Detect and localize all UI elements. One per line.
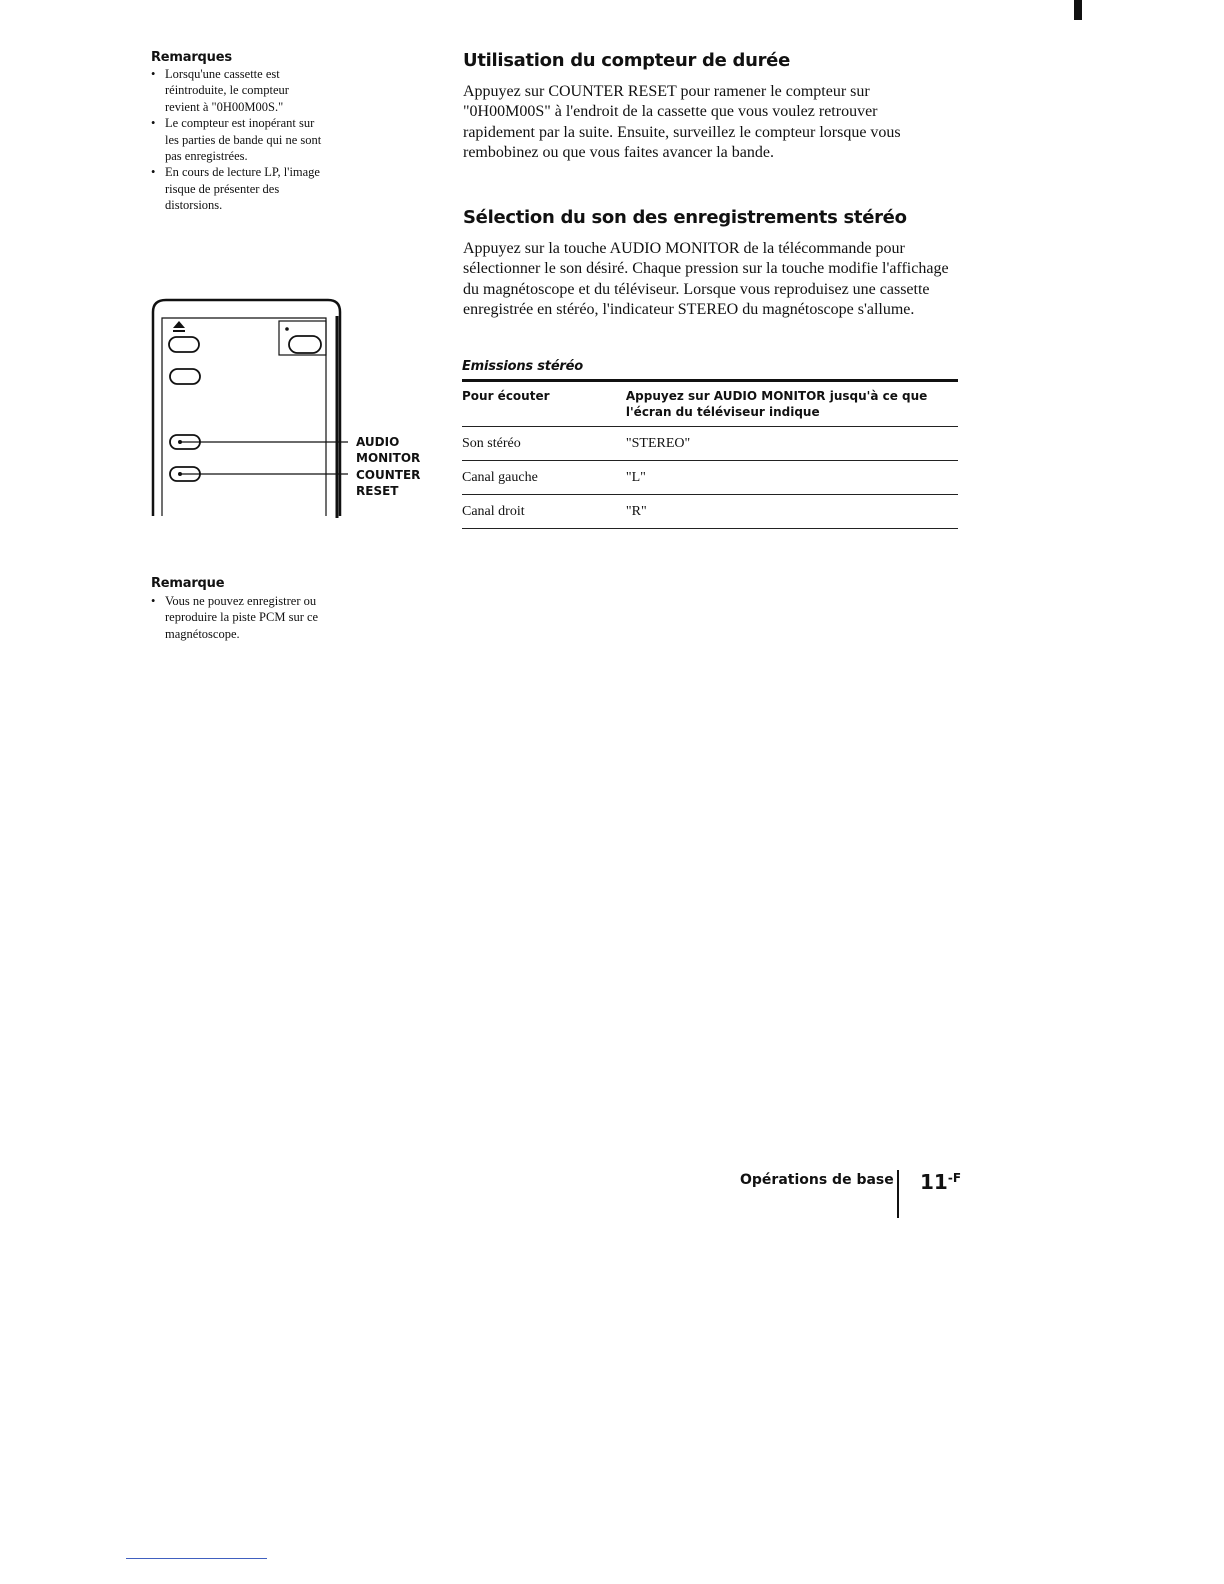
- section-title-counter: Utilisation du compteur de durée: [463, 50, 790, 71]
- counter-reset-button-icon: [170, 467, 348, 481]
- audio-monitor-label: AUDIO MONITOR: [356, 435, 421, 466]
- table-cell: Son stéréo: [462, 427, 626, 461]
- section-body-counter: Appuyez sur COUNTER RESET pour ramener le compteur sur "0H00M00S" à l'endroit de la cassette que vous voulez retrouver rapidement par la suite. Ensuite, surveillez le compteur lorsque vous rembobinez ou que vous faites avancer la bande.: [463, 83, 901, 161]
- remark-item: • Le compteur est inopérant sur les parties de bande qui ne sont pas enregistrées.: [151, 115, 325, 164]
- page-number: [920, 1170, 961, 1194]
- counter-reset-label: COUNTER RESET: [356, 468, 421, 499]
- remarks-title: Remarques: [151, 50, 232, 65]
- eject-button-icon: [169, 321, 199, 352]
- remote-control-diagram: [148, 296, 348, 522]
- edge-index-mark: [1074, 0, 1082, 20]
- remarks-list: [151, 66, 331, 214]
- section-body-stereo: Appuyez sur la touche AUDIO MONITOR de la télécommande pour sélectionner le son désiré. Chaque pression sur la touche modifie l'affichage du magnétoscope et du téléviseur. Lorsque vous reproduisez une cassette enregistrée en stéréo, l'indicateur STEREO du magnétoscope s'allume.: [463, 240, 949, 318]
- section-title-stereo: Sélection du son des enregistrements stéréo: [463, 207, 907, 228]
- page-number-suffix: -F: [947, 1171, 962, 1185]
- remark-item: • Vous ne pouvez enregistrer ou reproduire la piste PCM sur ce magnétoscope.: [151, 593, 325, 642]
- remark-item: • En cours de lecture LP, l'image risque de présenter des distorsions.: [151, 164, 325, 213]
- table-cell: Canal droit: [462, 495, 626, 529]
- remark-list: [151, 593, 331, 642]
- table-header-row: [462, 382, 958, 427]
- remarks-block: [151, 50, 331, 214]
- page-number-value: 11: [920, 1170, 948, 1194]
- bottom-rule: [126, 1558, 267, 1559]
- audio-monitor-button-icon: [170, 435, 348, 449]
- table-header-cell: Appuyez sur AUDIO MONITOR jusqu'à ce que l'écran du téléviseur indique: [626, 382, 958, 427]
- table-cell: "STEREO": [626, 427, 958, 461]
- remark-title: Remarque: [151, 576, 225, 591]
- table-row: [462, 461, 958, 495]
- footer-divider: [897, 1170, 899, 1218]
- table-row: [462, 495, 958, 529]
- table-cell: "L": [626, 461, 958, 495]
- remark-item: • Lorsqu'une cassette est réintroduite, le compteur revient à "0H00M00S.": [151, 66, 315, 115]
- table-cell: Canal gauche: [462, 461, 626, 495]
- footer-section-title: Opérations de base: [740, 1172, 894, 1188]
- remark-block: [151, 576, 331, 642]
- table-row: [462, 427, 958, 461]
- table-caption: Emissions stéréo: [462, 359, 583, 374]
- remote-button-icon: [170, 369, 200, 384]
- table-cell: "R": [626, 495, 958, 529]
- power-button-icon: [279, 321, 326, 355]
- stereo-table: [462, 382, 958, 529]
- table-header-cell: Pour écouter: [462, 382, 626, 427]
